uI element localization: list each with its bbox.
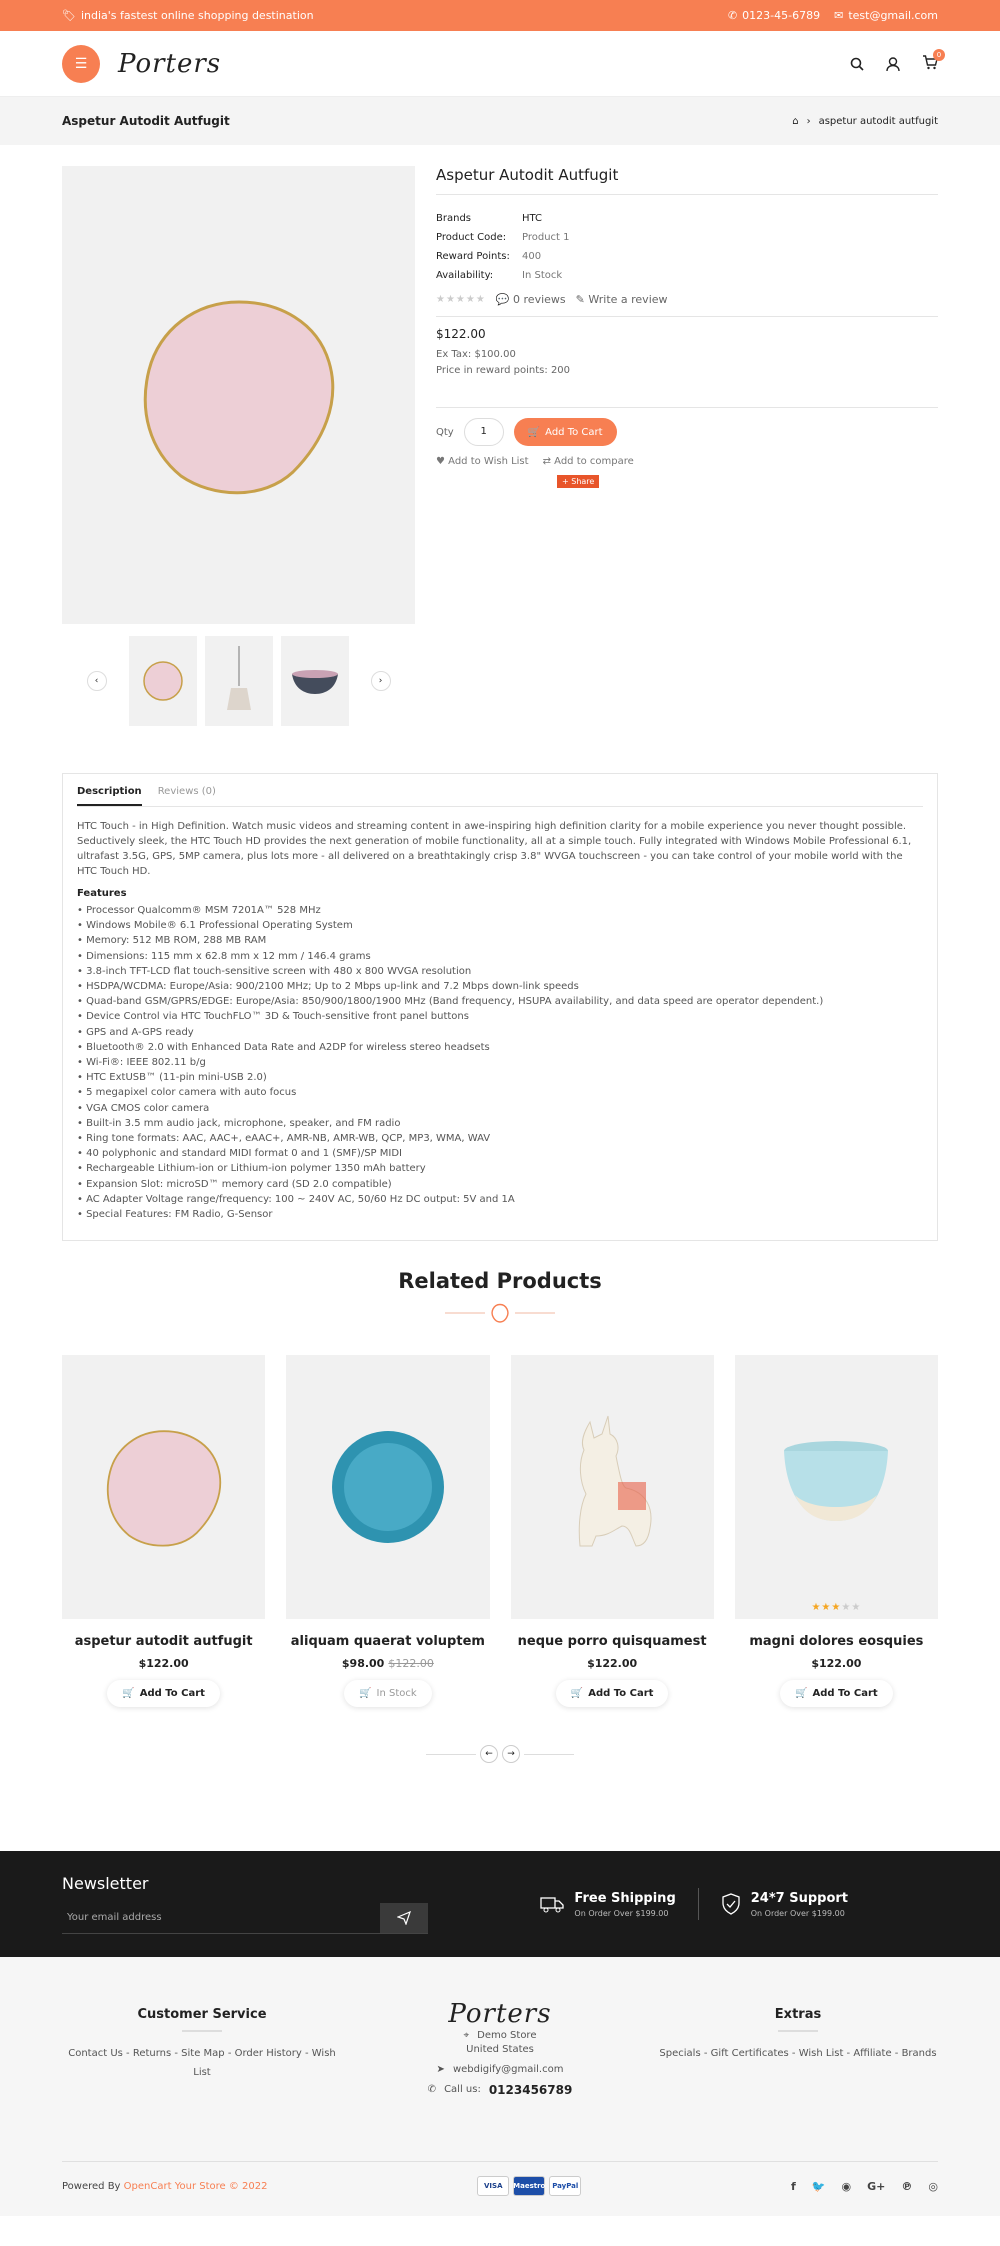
feature-item: • Windows Mobile® 6.1 Professional Operating System (77, 918, 923, 933)
instagram-icon[interactable]: ◎ (928, 2179, 938, 2193)
card-add-to-cart-button[interactable]: 🛒 Add To Cart (780, 1680, 893, 1707)
phone-icon: ✆ (727, 9, 738, 22)
add-to-cart-button[interactable]: 🛒 Add To Cart (514, 418, 617, 446)
header (0, 31, 1000, 97)
product-card-title[interactable]: aliquam quaerat voluptem (290, 1634, 485, 1650)
product-card[interactable] (735, 1355, 938, 1707)
truck-icon (540, 1895, 564, 1913)
extras-column (658, 2007, 938, 2097)
heart-icon: ♥ (436, 456, 445, 467)
social-links (791, 2180, 938, 2193)
product-section (62, 166, 938, 726)
phone-link[interactable]: ✆ 0123-45-6789 (727, 9, 821, 22)
user-icon[interactable] (886, 57, 900, 72)
thumb-prev-button[interactable]: ‹ (87, 671, 107, 691)
feature-item: • HSDPA/WCDMA: Europe/Asia: 900/2100 MHz; Up to 2 Mbps up-link and 7.2 Mbps down-link speeds (77, 979, 923, 994)
tab-reviews[interactable]: Reviews (0) (157, 786, 216, 797)
quantity-row (436, 407, 938, 446)
product-card-image[interactable] (286, 1355, 489, 1619)
product-card-title[interactable]: neque porro quisquamest (517, 1634, 707, 1650)
twitter-icon[interactable]: 🐦 (811, 2179, 826, 2193)
product-card-price: $98.00 $122.00 (341, 1657, 434, 1671)
breadcrumb (792, 116, 938, 127)
product-info (436, 166, 938, 726)
feature-item: • Processor Qualcomm® MSM 7201A™ 528 MHz (77, 903, 923, 918)
share-button[interactable]: + Share (557, 475, 599, 488)
rating-star: ★ (831, 1602, 842, 1614)
related-title: Related Products (398, 1269, 602, 1294)
old-price: $122.00 (388, 1657, 434, 1671)
features-title: Features (77, 888, 127, 899)
pencil-icon: ✎ (575, 293, 585, 306)
breadcrumb-current[interactable]: aspetur autodit autfugit (818, 115, 938, 127)
compare-link[interactable]: ⇄ Add to compare (542, 456, 634, 467)
rating-row (436, 293, 938, 317)
divider (426, 1754, 476, 1755)
customer-service-column (62, 2007, 342, 2097)
mail-icon: ✉ (834, 9, 844, 22)
exchange-icon: ⇄ (542, 456, 551, 467)
support-info: 24*7 Support On Order Over $199.00 (721, 1891, 848, 1918)
footer-email[interactable]: webdigify@gmail.com (452, 2064, 564, 2076)
facebook-icon[interactable]: f (791, 2179, 796, 2193)
rating-star: ★ (821, 1602, 832, 1614)
cart-icon: 🛒 (570, 1688, 584, 1700)
comment-icon: 💬 (495, 293, 510, 306)
visa-icon: VISA (477, 2176, 509, 2196)
description-text: HTC Touch - in High Definition. Watch music videos and streaming content in awe-inspiring high definition clarity for a mobile experience you never thought possible. Seductively sleek, the HTC Touch HD provides the next generation of mobile functionality, all at a simple touch. Fully integrated with Windows Mobile Professional 6.1, ultrafast 3.5G, GPS, 5MP camera, plus lots more - all delivered on a breathtakingly crisp 3.8" WVGA touchscreen - you can take control of your mobile world with the HTC Touch HD. (77, 821, 912, 877)
product-card[interactable] (62, 1355, 265, 1707)
product-gallery (62, 166, 415, 726)
product-actions (436, 456, 938, 467)
features-list (77, 903, 923, 1222)
customer-service-title: Customer Service (137, 2007, 267, 2023)
thumbnail-lamp[interactable] (205, 636, 273, 726)
logo[interactable]: Porters (118, 49, 222, 79)
plus-icon: + (562, 477, 569, 486)
menu-button[interactable] (62, 45, 100, 83)
feature-item: • Ring tone formats: AAC, AAC+, eAAC+, AMR-NB, AMR-WB, QCP, MP3, WMA, WAV (77, 1131, 923, 1146)
thumbnail-strip (62, 636, 415, 726)
tag-icon: 🏷 (62, 9, 76, 22)
card-add-to-cart-button[interactable]: 🛒 Add To Cart (556, 1680, 669, 1707)
feature-item: • Expansion Slot: microSD™ memory card (SD 2.0 compatible) (77, 1177, 923, 1192)
feature-item: • Wi-Fi®: IEEE 802.11 b/g (77, 1055, 923, 1070)
rating-stars: ★★★★★ (436, 294, 486, 305)
product-name: Aspetur Autodit Autfugit (436, 166, 938, 195)
thumb-next-button[interactable]: › (371, 671, 391, 691)
newsletter-title: Newsletter (62, 1874, 149, 1894)
feature-item: • 3.8-inch TFT-LCD flat touch-sensitive screen with 480 x 800 WVGA resolution (77, 964, 923, 979)
footer-logo[interactable]: Porters (448, 1999, 552, 2030)
related-products (62, 1269, 938, 1763)
store-info: Porters ⌖ Demo Store United States ➤ webdigify@gmail.com ✆ Call us: 0123456789 (427, 1999, 573, 2098)
product-card-image[interactable] (735, 1355, 938, 1619)
thumbnail-bowl[interactable] (281, 636, 349, 726)
newsletter-bar (0, 1851, 1000, 1957)
phone-icon: ✆ (427, 2084, 437, 2096)
feature-item: • 5 megapixel color camera with auto focus (77, 1085, 923, 1100)
qty-label: Qty (436, 426, 454, 438)
extras-links[interactable]: Specials - Gift Certificates - Wish List - Affiliate - Brands (659, 2048, 937, 2060)
feature-item: • Special Features: FM Radio, G-Sensor (77, 1207, 923, 1222)
thumbnail-plate[interactable] (129, 636, 197, 726)
divider (182, 2030, 222, 2032)
location-icon: ⌖ (463, 2030, 470, 2042)
shield-check-icon (721, 1893, 741, 1915)
search-icon[interactable] (850, 57, 864, 71)
paper-plane-icon: ➤ (436, 2064, 445, 2076)
write-review-link[interactable]: ✎ Write a review (575, 293, 668, 306)
carousel-pager (62, 1745, 938, 1763)
maestro-icon: Maestro (513, 2176, 545, 2196)
feature-item: • Dimensions: 115 mm x 62.8 mm x 12 mm / 146.4 grams (77, 949, 923, 964)
footer-bottom (62, 2161, 938, 2196)
rating-star: ★ (811, 1602, 822, 1614)
top-bar (0, 0, 1000, 31)
reviews-link[interactable]: 💬 0 reviews (495, 293, 566, 306)
page-title-bar (0, 97, 1000, 145)
product-card-price: $122.00 (138, 1657, 189, 1671)
main-product-image[interactable] (62, 166, 415, 624)
opencart-link[interactable]: OpenCart Your Store © 2022 (123, 2180, 268, 2192)
product-card-price: $122.00 (587, 1657, 638, 1671)
card-add-to-cart-button[interactable]: 🛒 Add To Cart (107, 1680, 220, 1707)
footer (0, 1957, 1000, 2216)
breadcrumb-separator: › (806, 115, 811, 127)
feature-item: • Built-in 3.5 mm audio jack, microphone, speaker, and FM radio (77, 1116, 923, 1131)
email-link[interactable]: ✉ test@gmail.com (834, 9, 938, 22)
reward-price: Price in reward points: 200 (436, 365, 571, 376)
product-tabs (62, 773, 938, 1241)
product-card-rating (735, 1602, 938, 1613)
feature-item: • Quad-band GSM/GPRS/EDGE: Europe/Asia: 850/900/1800/1900 MHz (Band frequency, HSUPA availability, and data speed are operator dependent.) (77, 994, 923, 1009)
feature-item: • Memory: 512 MB ROM, 288 MB RAM (77, 933, 923, 948)
customer-service-links[interactable]: Contact Us - Returns - Site Map - Order History - Wish List (68, 2048, 336, 2079)
rating-star: ★ (851, 1602, 862, 1614)
cart-icon: 🛒 (122, 1688, 135, 1700)
tagline: 🏷 india's fastest online shopping destination (62, 9, 314, 22)
address-line-2: United States (466, 2044, 534, 2056)
cart-icon: 🛒 (795, 1688, 808, 1700)
cart-button[interactable] (922, 51, 942, 73)
product-card-price: $122.00 (811, 1657, 862, 1671)
product-card-image[interactable] (511, 1355, 714, 1619)
footer-phone[interactable]: 0123456789 (488, 2083, 573, 2098)
cart-icon: 🛒 (359, 1688, 372, 1700)
google-plus-icon[interactable]: G+ (867, 2179, 886, 2193)
wishlist-link[interactable]: ♥ Add to Wish List (436, 456, 529, 467)
extras-title: Extras (774, 2007, 822, 2023)
pinterest-icon[interactable]: ℗ (901, 2179, 913, 2193)
feature-item: • HTC ExtUSB™ (11-pin mini-USB 2.0) (77, 1070, 923, 1085)
rss-icon[interactable]: ◉ (841, 2179, 852, 2193)
product-specs (436, 209, 938, 285)
page-title: Aspetur Autodit Autfugit (62, 114, 230, 128)
divider (698, 1888, 699, 1920)
product-card-title[interactable]: aspetur autodit autfugit (74, 1634, 253, 1650)
feature-item: • 40 polyphonic and standard MIDI format 0 and 1 (SMF)/SP MIDI (77, 1146, 923, 1161)
paper-plane-icon (397, 1911, 411, 1925)
spec-row-brand: Brands HTC (436, 209, 938, 228)
rating-star: ★ (841, 1602, 852, 1614)
brand-link[interactable]: HTC (522, 213, 543, 224)
quantity-input[interactable]: 1 (464, 418, 504, 446)
newsletter-email-input[interactable]: Your email address (67, 1912, 162, 1924)
product-card-image[interactable] (62, 1355, 265, 1619)
ornament-icon (62, 1301, 938, 1325)
carousel-next-button[interactable]: → (502, 1745, 520, 1763)
product-card[interactable] (511, 1355, 714, 1707)
product-card-title[interactable]: magni dolores eosquies (749, 1634, 924, 1650)
feature-item: • Bluetooth® 2.0 with Enhanced Data Rate and A2DP for wireless stereo headsets (77, 1040, 923, 1055)
cart-icon: 🛒 (527, 426, 541, 438)
newsletter-submit-button[interactable] (380, 1903, 428, 1933)
feature-item: • Rechargeable Lithium-ion or Lithium-ion polymer 1350 mAh battery (77, 1161, 923, 1176)
tab-description[interactable]: Description (77, 786, 142, 806)
feature-item: • VGA CMOS color camera (77, 1101, 923, 1116)
feature-item: • Device Control via HTC TouchFLO™ 3D & Touch-sensitive front panel buttons (77, 1009, 923, 1024)
spec-row-availability: Availability: In Stock (436, 270, 563, 281)
cart-count-badge: 0 (933, 49, 945, 61)
related-grid (62, 1355, 938, 1707)
carousel-prev-button[interactable]: ← (480, 1745, 498, 1763)
free-shipping-info: Free Shipping On Order Over $199.00 (540, 1891, 675, 1918)
spec-row-reward: Reward Points: 400 (436, 251, 542, 262)
spec-row-code: Product Code: Product 1 (436, 232, 570, 243)
powered-by: Powered By OpenCart Your Store © 2022 (62, 2180, 268, 2192)
product-card[interactable] (286, 1355, 489, 1707)
ex-tax: Ex Tax: $100.00 (436, 349, 516, 360)
feature-item: • GPS and A-GPS ready (77, 1025, 923, 1040)
product-price: $122.00 (436, 327, 486, 341)
paypal-icon: PayPal (549, 2176, 581, 2196)
home-icon[interactable]: ⌂ (792, 115, 799, 127)
feature-item: • AC Adapter Voltage range/frequency: 100 ~ 240V AC, 50/60 Hz DC output: 5V and 1A (77, 1192, 923, 1207)
hamburger-icon: ☰ (74, 56, 88, 72)
payment-icons (477, 2176, 581, 2196)
card-in-stock-button[interactable]: 🛒 In Stock (344, 1680, 432, 1707)
divider (778, 2030, 818, 2032)
divider (524, 1754, 574, 1755)
